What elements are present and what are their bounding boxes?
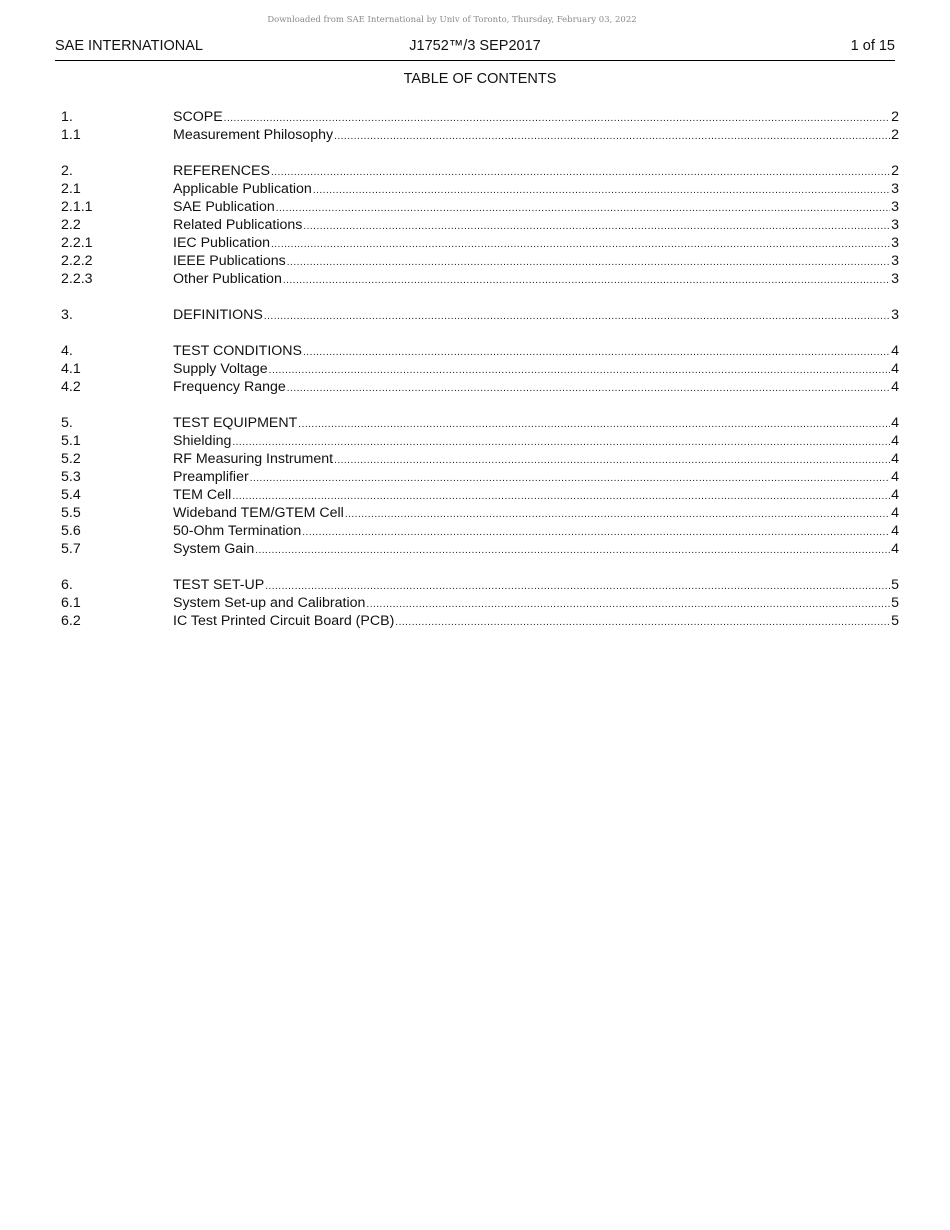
toc-entry-number: 5.4 bbox=[61, 487, 81, 503]
toc-entry[interactable] bbox=[61, 522, 899, 540]
toc-entry-page: 4 bbox=[891, 361, 899, 377]
toc-dot-leader bbox=[287, 380, 890, 398]
toc-entry[interactable] bbox=[61, 108, 899, 126]
toc-dot-leader bbox=[283, 272, 890, 290]
toc-entry[interactable] bbox=[61, 594, 899, 612]
toc-entry-number: 6.1 bbox=[61, 595, 81, 611]
toc-entry-title: Supply Voltage bbox=[173, 361, 268, 377]
toc-entry-number: 6. bbox=[61, 577, 73, 593]
toc-entry-number: 2.2 bbox=[61, 217, 81, 233]
toc-entry[interactable] bbox=[61, 486, 899, 504]
table-of-contents bbox=[61, 108, 899, 648]
toc-dot-leader bbox=[334, 128, 890, 146]
toc-dot-leader bbox=[269, 362, 890, 380]
toc-dot-leader bbox=[313, 182, 890, 200]
toc-entry-title: DEFINITIONS bbox=[173, 307, 263, 323]
toc-entry-title: TEM Cell bbox=[173, 487, 232, 503]
toc-entry-page: 2 bbox=[891, 109, 899, 125]
toc-entry[interactable] bbox=[61, 414, 899, 432]
toc-entry-page: 2 bbox=[891, 127, 899, 143]
toc-section-group bbox=[61, 108, 899, 144]
toc-entry-page: 4 bbox=[891, 451, 899, 467]
toc-entry-number: 4. bbox=[61, 343, 73, 359]
toc-entry-number: 2.2.2 bbox=[61, 253, 93, 269]
toc-entry-number: 5. bbox=[61, 415, 73, 431]
toc-entry-title: TEST CONDITIONS bbox=[173, 343, 303, 359]
toc-entry[interactable] bbox=[61, 360, 899, 378]
toc-entry-number: 2.2.3 bbox=[61, 271, 93, 287]
toc-entry-page: 4 bbox=[891, 379, 899, 395]
toc-entry-page: 5 bbox=[891, 577, 899, 593]
toc-entry-number: 5.6 bbox=[61, 523, 81, 539]
toc-entry-page: 4 bbox=[891, 343, 899, 359]
toc-entry-page: 3 bbox=[891, 253, 899, 269]
toc-entry[interactable] bbox=[61, 162, 899, 180]
toc-entry-page: 4 bbox=[891, 505, 899, 521]
toc-entry-title: Frequency Range bbox=[173, 379, 286, 395]
toc-entry-title: Preamplifier bbox=[173, 469, 249, 485]
toc-entry-title: TEST EQUIPMENT bbox=[173, 415, 298, 431]
page-header bbox=[55, 38, 895, 61]
toc-entry-number: 3. bbox=[61, 307, 73, 323]
toc-entry-title: Wideband TEM/GTEM Cell bbox=[173, 505, 344, 521]
toc-entry-title: System Gain bbox=[173, 541, 255, 557]
toc-entry-number: 2.2.1 bbox=[61, 235, 93, 251]
toc-entry-number: 5.5 bbox=[61, 505, 81, 521]
toc-dot-leader bbox=[366, 596, 890, 614]
toc-section-group bbox=[61, 414, 899, 558]
toc-entry-title: SAE Publication bbox=[173, 199, 275, 215]
toc-entry-title: Shielding bbox=[173, 433, 232, 449]
toc-entry-title: RF Measuring Instrument bbox=[173, 451, 334, 467]
toc-dot-leader bbox=[276, 200, 890, 218]
toc-entry-number: 2.1.1 bbox=[61, 199, 93, 215]
toc-entry-page: 4 bbox=[891, 415, 899, 431]
toc-entry[interactable] bbox=[61, 432, 899, 450]
toc-entry-title: Applicable Publication bbox=[173, 181, 312, 197]
toc-entry-title: REFERENCES bbox=[173, 163, 270, 179]
toc-entry-page: 3 bbox=[891, 307, 899, 323]
toc-entry-page: 4 bbox=[891, 433, 899, 449]
toc-entry-page: 4 bbox=[891, 541, 899, 557]
header-org: SAE INTERNATIONAL bbox=[55, 38, 203, 54]
toc-entry-page: 2 bbox=[891, 163, 899, 179]
toc-entry[interactable] bbox=[61, 126, 899, 144]
header-page-number: 1 of 15 bbox=[850, 38, 895, 54]
toc-entry-page: 3 bbox=[891, 181, 899, 197]
toc-dot-leader bbox=[264, 308, 890, 326]
toc-entry-number: 5.7 bbox=[61, 541, 81, 557]
toc-entry-title: Measurement Philosophy bbox=[173, 127, 334, 143]
toc-entry-title: System Set-up and Calibration bbox=[173, 595, 366, 611]
toc-entry[interactable] bbox=[61, 180, 899, 198]
toc-entry[interactable] bbox=[61, 234, 899, 252]
download-note: Downloaded from SAE International by Univ of Toronto, Thursday, February 03, 2022 bbox=[267, 15, 637, 25]
toc-entry-title: Other Publication bbox=[173, 271, 282, 287]
toc-entry-page: 5 bbox=[891, 613, 899, 629]
toc-entry-title: IEC Publication bbox=[173, 235, 270, 251]
toc-entry[interactable] bbox=[61, 504, 899, 522]
toc-entry-page: 3 bbox=[891, 271, 899, 287]
toc-dot-leader bbox=[303, 344, 890, 362]
toc-entry-title: IEEE Publications bbox=[173, 253, 286, 269]
header-doc-id: J1752™/3 SEP2017 bbox=[409, 38, 541, 54]
toc-section-group bbox=[61, 576, 899, 630]
toc-entry-number: 4.2 bbox=[61, 379, 81, 395]
toc-dot-leader bbox=[255, 542, 890, 560]
toc-section-group bbox=[61, 162, 899, 288]
toc-entry-page: 3 bbox=[891, 199, 899, 215]
toc-entry-number: 2.1 bbox=[61, 181, 81, 197]
toc-entry[interactable] bbox=[61, 450, 899, 468]
toc-entry[interactable] bbox=[61, 252, 899, 270]
toc-dot-leader bbox=[287, 254, 890, 272]
toc-entry[interactable] bbox=[61, 612, 899, 630]
toc-entry[interactable] bbox=[61, 270, 899, 288]
toc-entry-page: 4 bbox=[891, 487, 899, 503]
toc-dot-leader bbox=[334, 452, 890, 470]
toc-section-group bbox=[61, 306, 899, 324]
toc-entry[interactable] bbox=[61, 468, 899, 486]
toc-entry-number: 6.2 bbox=[61, 613, 81, 629]
toc-dot-leader bbox=[271, 236, 890, 254]
toc-entry-title: SCOPE bbox=[173, 109, 223, 125]
toc-entry-number: 5.1 bbox=[61, 433, 81, 449]
toc-dot-leader bbox=[271, 164, 890, 182]
toc-entry-number: 1.1 bbox=[61, 127, 81, 143]
toc-entry-number: 4.1 bbox=[61, 361, 81, 377]
toc-heading: TABLE OF CONTENTS bbox=[403, 71, 557, 87]
toc-dot-leader bbox=[250, 470, 890, 488]
toc-entry-title: TEST SET-UP bbox=[173, 577, 265, 593]
toc-entry[interactable] bbox=[61, 576, 899, 594]
toc-dot-leader bbox=[395, 614, 890, 632]
toc-dot-leader bbox=[302, 524, 890, 542]
toc-section-group bbox=[61, 342, 899, 396]
toc-dot-leader bbox=[298, 416, 890, 434]
toc-entry[interactable] bbox=[61, 216, 899, 234]
toc-entry-page: 3 bbox=[891, 217, 899, 233]
toc-entry-number: 5.2 bbox=[61, 451, 81, 467]
toc-entry-title: Related Publications bbox=[173, 217, 303, 233]
toc-entry-title: IC Test Printed Circuit Board (PCB) bbox=[173, 613, 395, 629]
toc-entry-page: 4 bbox=[891, 469, 899, 485]
toc-entry[interactable] bbox=[61, 342, 899, 360]
toc-entry[interactable] bbox=[61, 540, 899, 558]
toc-entry-title: 50-Ohm Termination bbox=[173, 523, 302, 539]
toc-entry[interactable] bbox=[61, 306, 899, 324]
toc-entry-number: 5.3 bbox=[61, 469, 81, 485]
toc-entry-page: 3 bbox=[891, 235, 899, 251]
toc-entry-page: 5 bbox=[891, 595, 899, 611]
toc-entry-number: 2. bbox=[61, 163, 73, 179]
toc-dot-leader bbox=[345, 506, 890, 524]
toc-dot-leader bbox=[303, 218, 890, 236]
toc-entry[interactable] bbox=[61, 378, 899, 396]
toc-entry-page: 4 bbox=[891, 523, 899, 539]
toc-entry-number: 1. bbox=[61, 109, 73, 125]
toc-entry[interactable] bbox=[61, 198, 899, 216]
